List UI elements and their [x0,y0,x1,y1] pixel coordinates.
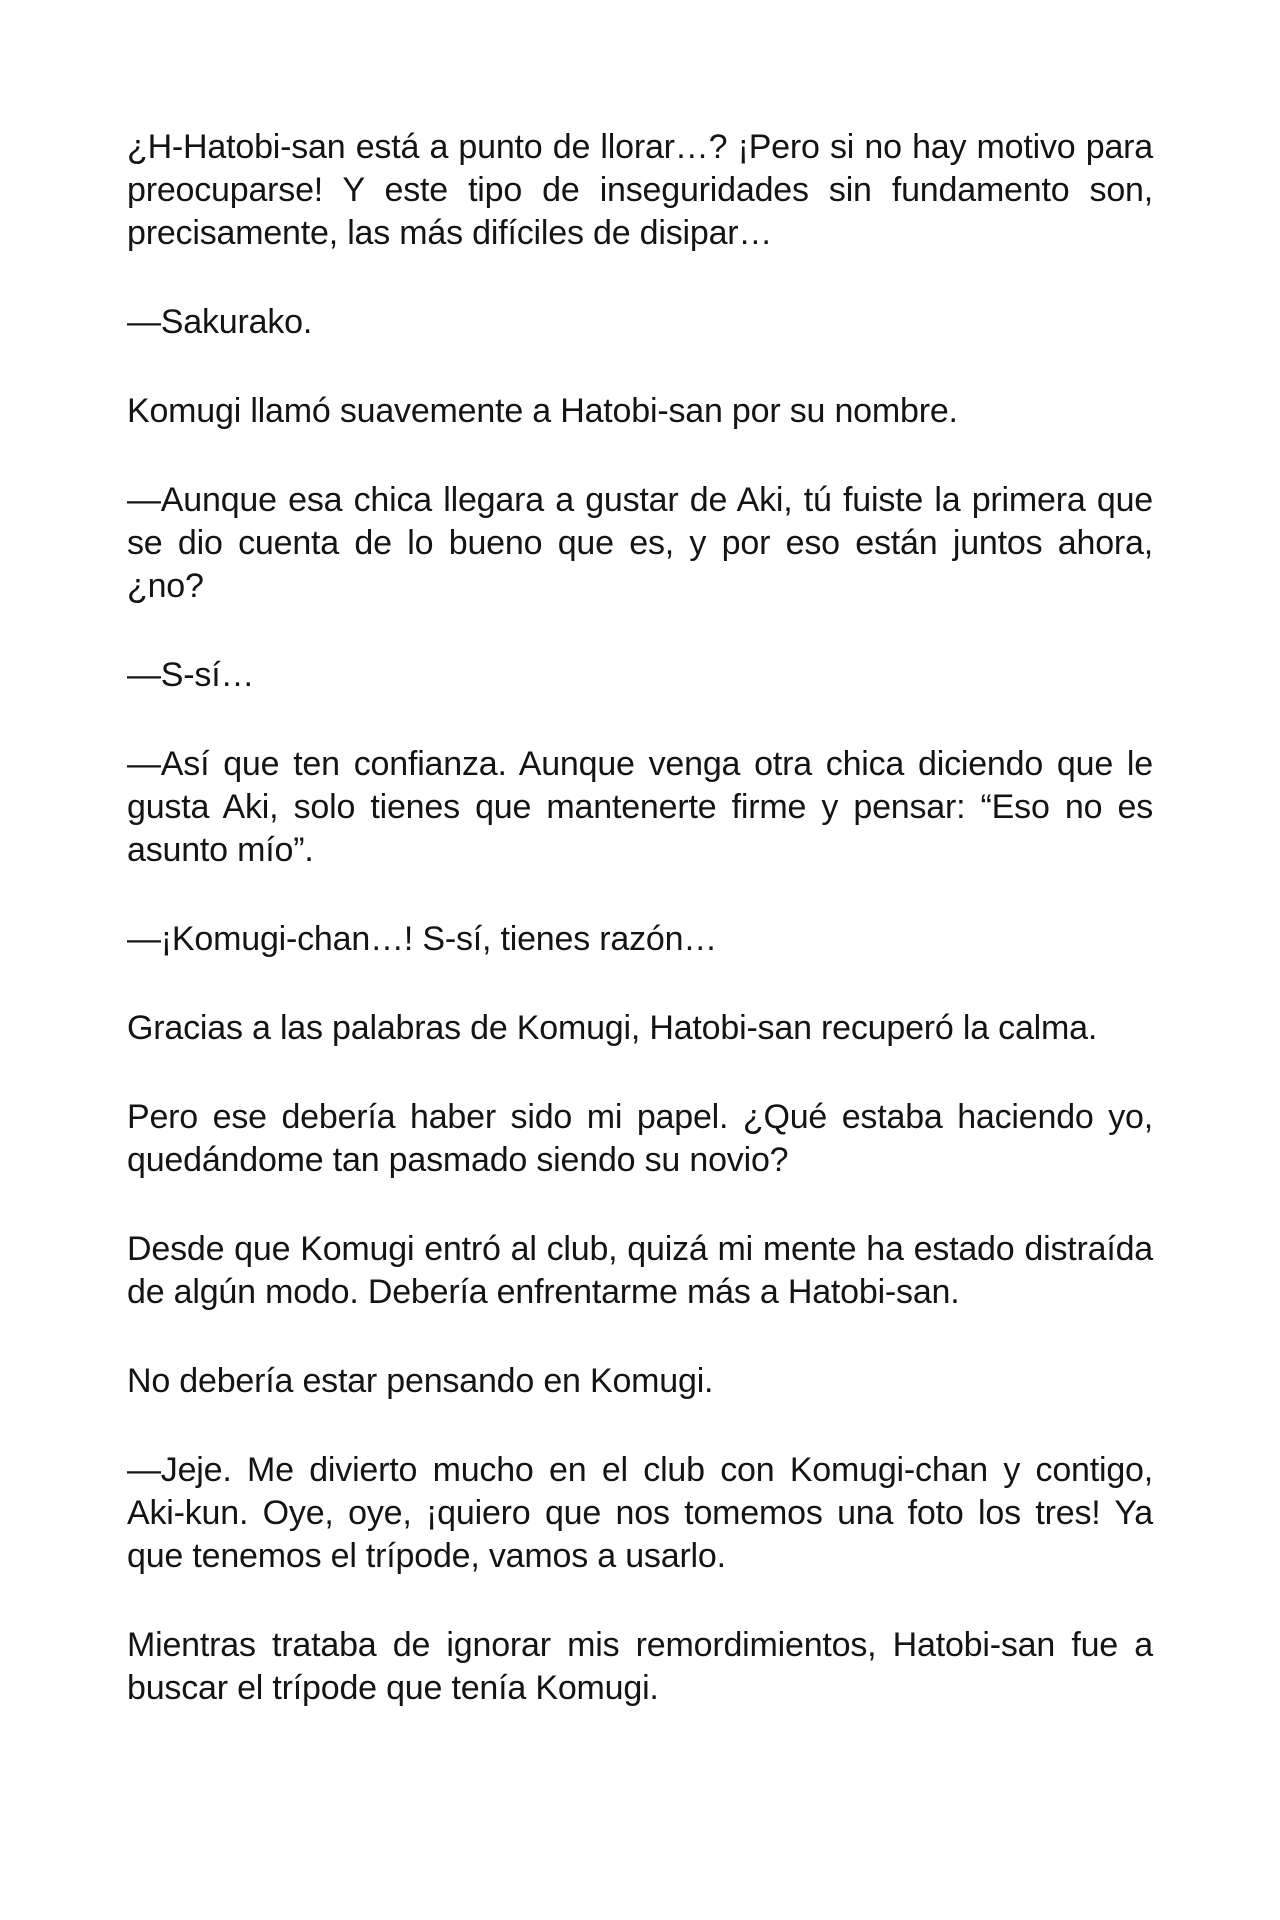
paragraph-5: —S-sí… [127,656,255,694]
paragraph-7: —¡Komugi-chan…! S-sí, tienes razón… [127,920,718,958]
paragraph-4: —Aunque esa chica llegara a gustar de Aki, tú fuiste la primera que se dio cuenta de lo bueno que es, y por eso están juntos ahora, ¿no? [127,481,1153,605]
paragraph-9: Pero ese debería haber sido mi papel. ¿Qué estaba haciendo yo, quedándome tan pasmado siendo su novio? [127,1098,1153,1179]
paragraph-2: —Sakurako. [127,303,313,341]
paragraph-13: Mientras trataba de ignorar mis remordimientos, Hatobi-san fue a buscar el trípode que tenía Komugi. [127,1626,1153,1707]
paragraph-6: —Así que ten confianza. Aunque venga otra chica diciendo que le gusta Aki, solo tienes que mantenerte firme y pensar: “Eso no es asunto mío”. [127,745,1153,869]
paragraph-10: Desde que Komugi entró al club, quizá mi mente ha estado distraída de algún modo. Debería enfrentarme más a Hatobi-san. [127,1230,1153,1311]
paragraph-1: ¿H-Hatobi-san está a punto de llorar…? ¡Pero si no hay motivo para preocuparse! Y este tipo de inseguridades sin fundamento son, precisamente, las más difíciles de disipar… [127,128,1153,252]
paragraph-3: Komugi llamó suavemente a Hatobi-san por su nombre. [127,392,958,430]
paragraph-12: —Jeje. Me divierto mucho en el club con Komugi-chan y contigo, Aki-kun. Oye, oye, ¡quiero que nos tomemos una foto los tres! Ya que tenemos el trípode, vamos a usarlo. [127,1451,1153,1575]
paragraph-11: No debería estar pensando en Komugi. [127,1362,714,1400]
paragraph-8: Gracias a las palabras de Komugi, Hatobi-san recuperó la calma. [127,1009,1098,1047]
